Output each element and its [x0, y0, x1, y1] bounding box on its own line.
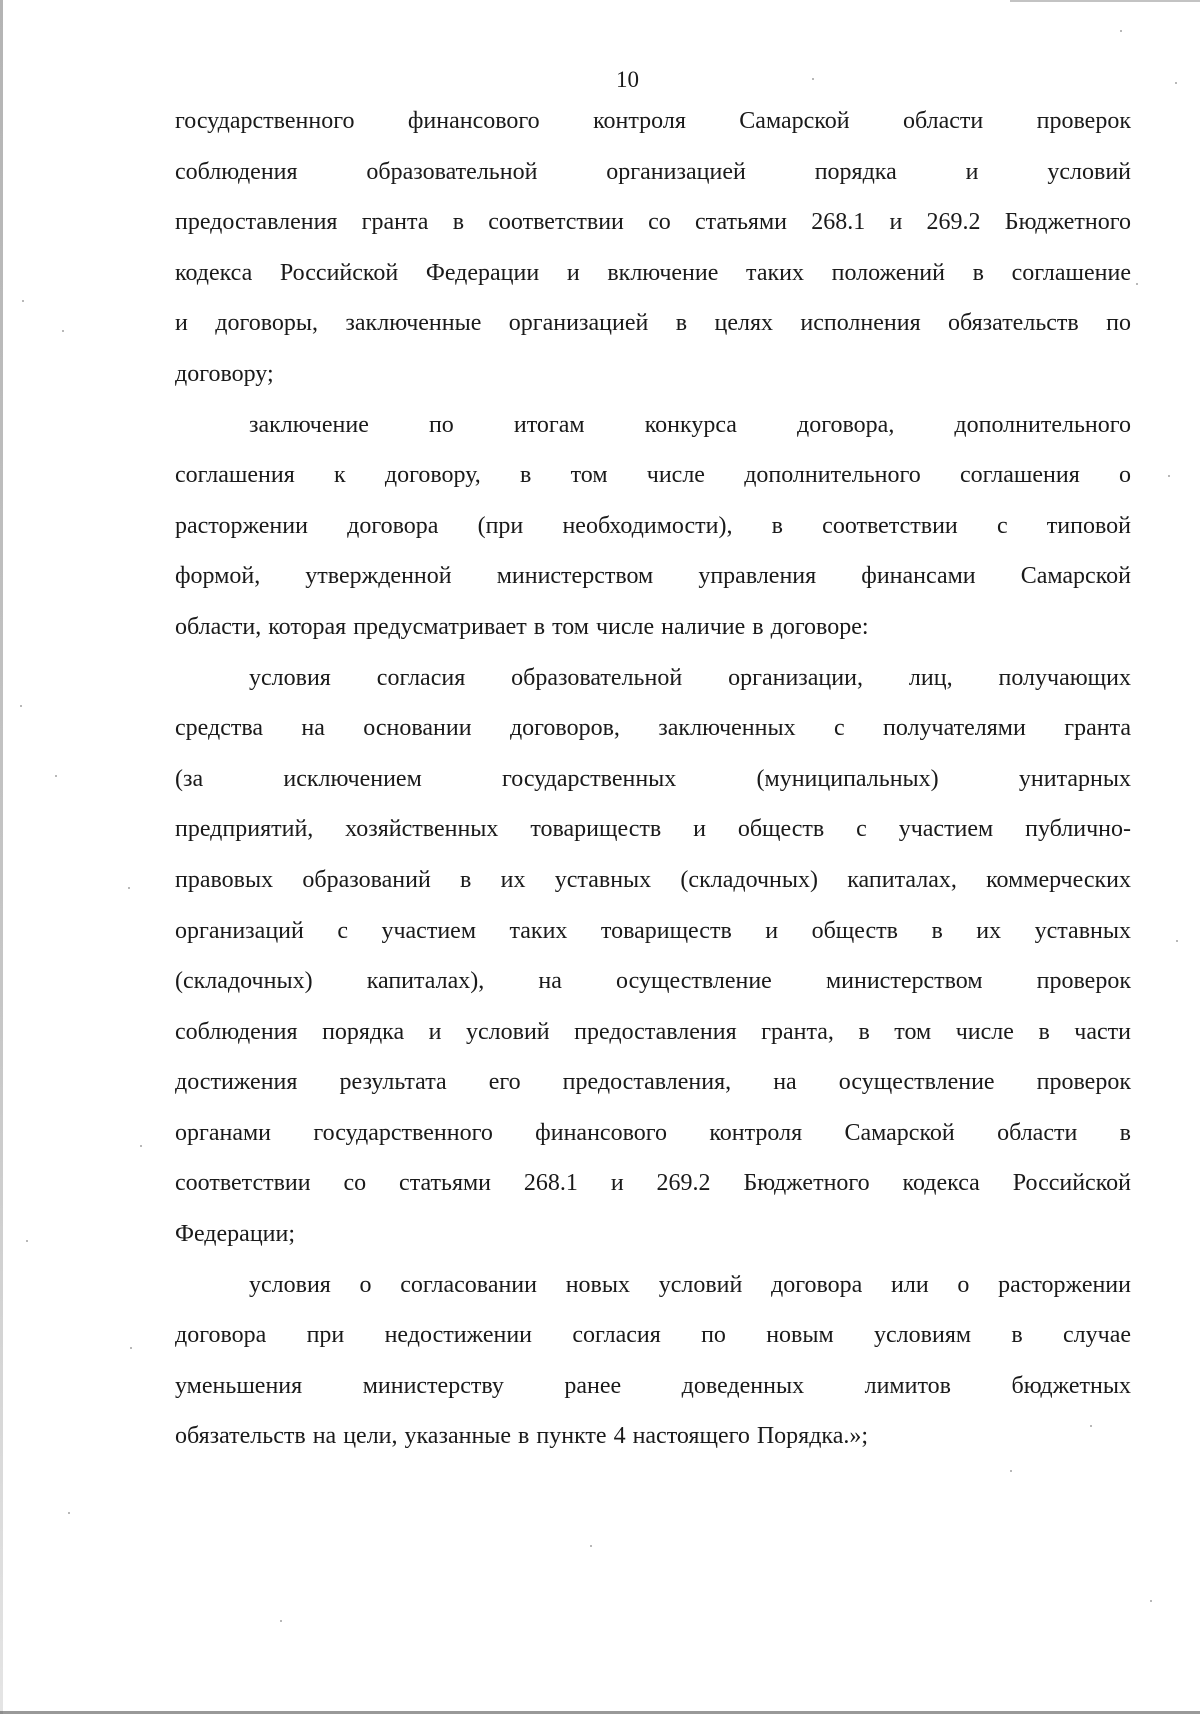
- scan-speck: [1136, 283, 1138, 285]
- text-line: правовых образований в их уставных (складочных) капиталах, коммерческих: [175, 866, 1131, 893]
- text-line: органами государственного финансового контроля Самарской области в: [175, 1119, 1131, 1146]
- scan-speck: [55, 775, 57, 777]
- scan-speck: [140, 1145, 142, 1147]
- scan-speck: [68, 1512, 70, 1514]
- scan-speck: [1120, 30, 1122, 32]
- text-line: (складочных) капиталах), на осуществление министерством проверок: [175, 968, 1131, 995]
- text-line: предоставления гранта в соответствии со статьями 268.1 и 269.2 Бюджетного: [175, 209, 1131, 236]
- scan-speck: [130, 1347, 132, 1349]
- paragraph: [175, 96, 1131, 400]
- scan-edge-top: [1010, 0, 1200, 2]
- scan-speck: [1168, 475, 1170, 477]
- text-line: Федерации;: [175, 1221, 296, 1248]
- text-line: государственного финансового контроля Самарской области проверок: [175, 108, 1131, 134]
- text-line: договору;: [175, 360, 274, 387]
- text-line: формой, утвержденной министерством управления финансами Самарской: [175, 563, 1131, 590]
- text-line: соблюдения порядка и условий предоставления гранта, в том числе в части: [175, 1018, 1131, 1045]
- text-line: средства на основании договоров, заключенных с получателями гранта: [175, 715, 1131, 742]
- scan-speck: [22, 300, 24, 302]
- scan-speck: [1010, 1470, 1012, 1472]
- text-line: достижения результата его предоставления, на осуществление проверок: [175, 1069, 1131, 1096]
- text-line: предприятий, хозяйственных товариществ и обществ с участием публично-: [175, 816, 1131, 843]
- text-line: условия согласия образовательной организации, лиц, получающих: [249, 664, 1131, 691]
- text-line: расторжении договора (при необходимости), в соответствии с типовой: [175, 512, 1131, 539]
- text-line: заключение по итогам конкурса договора, дополнительного: [249, 411, 1131, 438]
- paragraph: [175, 653, 1131, 1260]
- scan-speck: [20, 705, 22, 707]
- document-body: [175, 96, 1131, 1462]
- scan-speck: [1150, 1600, 1152, 1602]
- text-line: условия о согласовании новых условий договора или о расторжении: [249, 1271, 1131, 1298]
- text-line: соответствии со статьями 268.1 и 269.2 Бюджетного кодекса Российской: [175, 1170, 1131, 1197]
- scan-speck: [62, 330, 64, 332]
- text-line: области, которая предусматривает в том числе наличие в договоре:: [175, 613, 869, 640]
- paragraph: [175, 400, 1131, 653]
- scan-speck: [280, 1620, 282, 1622]
- text-line: и договоры, заключенные организацией в целях исполнения обязательств по: [175, 310, 1131, 337]
- text-line: соблюдения образовательной организацией порядка и условий: [175, 158, 1131, 185]
- scan-speck: [26, 1240, 28, 1242]
- scan-speck: [1176, 940, 1178, 942]
- text-line: кодекса Российской Федерации и включение таких положений в соглашение: [175, 259, 1131, 286]
- text-line: уменьшения министерству ранее доведенных лимитов бюджетных: [175, 1372, 1131, 1399]
- scan-speck: [128, 887, 130, 889]
- text-line: соглашения к договору, в том числе дополнительного соглашения о: [175, 462, 1131, 489]
- scan-speck: [590, 1545, 592, 1547]
- text-line: организаций с участием таких товариществ и обществ в их уставных: [175, 917, 1131, 944]
- page-number: 10: [616, 67, 639, 92]
- text-line: договора при недостижении согласия по новым условиям в случае: [175, 1322, 1131, 1349]
- text-line: (за исключением государственных (муниципальных) унитарных: [175, 765, 1131, 792]
- scan-edge-left: [0, 0, 3, 1714]
- paragraph: [175, 1260, 1131, 1462]
- text-line: обязательств на цели, указанные в пункте 4 настоящего Порядка.»;: [175, 1423, 869, 1450]
